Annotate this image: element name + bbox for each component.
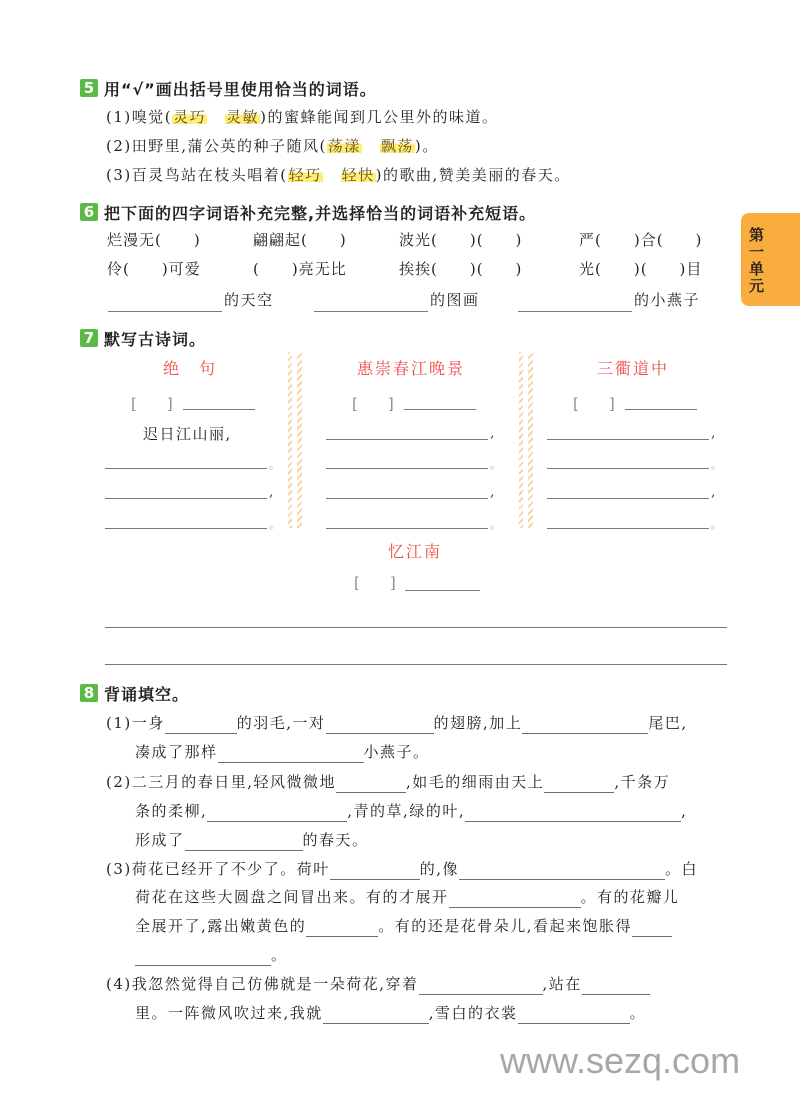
- q8-passage-2-line-2: [135, 800, 687, 822]
- punct: ,: [490, 484, 495, 500]
- punct: ,: [711, 425, 716, 441]
- poem-title-huichong: 惠崇春江晚景: [356, 359, 465, 378]
- q8-passage-1-line-2: [135, 741, 430, 763]
- punct: 。: [269, 518, 280, 531]
- question-title: 背诵填空。: [104, 684, 190, 704]
- text: ,: [681, 802, 688, 820]
- fill-blank[interactable]: [323, 1006, 429, 1024]
- text: (4)我忽然觉得自己仿佛就是一朵荷花,穿着: [106, 975, 419, 993]
- idiom-blank[interactable]: 波光( )( ): [399, 231, 523, 249]
- fill-blank[interactable]: [326, 716, 434, 734]
- question-7-heading: [80, 327, 206, 349]
- author-blank[interactable]: [183, 409, 255, 410]
- punct: ,: [269, 484, 274, 500]
- text: 形成了: [135, 831, 185, 849]
- poem-line-blank[interactable]: [326, 468, 488, 469]
- poem-line-blank[interactable]: [547, 468, 709, 469]
- poem-line-blank[interactable]: [547, 528, 709, 529]
- q8-passage-3-line-3: [135, 915, 672, 937]
- q8-passage-3-line-1: [106, 858, 698, 880]
- text: 的羽毛,一对: [236, 714, 326, 732]
- column-divider: [519, 352, 533, 528]
- text: 的翅膀,加上: [433, 714, 523, 732]
- author-dynasty-bracket[interactable]: [ ]: [131, 395, 173, 413]
- text: 的春天。: [302, 831, 369, 849]
- poem-line-blank[interactable]: [326, 498, 488, 499]
- phrase-blank-3[interactable]: [518, 311, 632, 312]
- text: 全展开了,露出嫩黄色的: [135, 917, 307, 935]
- column-divider: [288, 352, 302, 528]
- question-8-heading: [80, 682, 189, 704]
- q5-item-1: [106, 106, 499, 128]
- phrase-suffix-1: 的天空: [224, 291, 274, 309]
- fill-blank[interactable]: [459, 862, 665, 880]
- text: ,千条万: [614, 773, 671, 791]
- fill-blank[interactable]: [465, 804, 681, 822]
- fill-blank[interactable]: [336, 775, 406, 793]
- text: (1)一身: [106, 714, 165, 732]
- poem-line-blank[interactable]: [105, 498, 267, 499]
- fill-blank[interactable]: [330, 862, 420, 880]
- text: 荷花在这些大圆盘之间冒出来。有的才展开: [135, 888, 449, 906]
- item-suffix: )的歌曲,赞美美丽的春天。: [375, 166, 571, 184]
- idiom-blank[interactable]: 翩翩起( ): [253, 231, 347, 249]
- option-lingqiao[interactable]: 灵巧: [173, 108, 207, 126]
- idiom-blank[interactable]: 伶( )可爱: [107, 260, 201, 278]
- item-suffix: )。: [414, 137, 439, 155]
- punct: 。: [711, 458, 722, 471]
- text: 。: [271, 946, 288, 964]
- fill-blank[interactable]: [207, 804, 347, 822]
- punct: 。: [269, 458, 280, 471]
- author-blank[interactable]: [404, 409, 476, 410]
- fill-blank[interactable]: [165, 716, 237, 734]
- text: ,站在: [542, 975, 582, 993]
- author-dynasty-bracket[interactable]: [ ]: [573, 395, 615, 413]
- item-suffix: )的蜜蜂能闻到几公里外的味道。: [260, 108, 499, 126]
- question-number-badge: 8: [80, 684, 98, 702]
- option-piaodang[interactable]: 飘荡: [380, 137, 414, 155]
- q8-passage-1-line-1: [106, 712, 688, 734]
- text: 里。一阵微风吹过来,我就: [135, 1004, 323, 1022]
- fill-blank[interactable]: [306, 919, 378, 937]
- author-dynasty-bracket[interactable]: [ ]: [352, 395, 394, 413]
- text: 尾巴,: [648, 714, 688, 732]
- author-dynasty-bracket[interactable]: [ ]: [354, 574, 396, 592]
- poem-line-blank[interactable]: [326, 528, 488, 529]
- question-number-badge: 6: [80, 203, 98, 221]
- item-prefix: (1)嗅觉(: [106, 108, 173, 126]
- poem-line-blank[interactable]: [105, 528, 267, 529]
- unit-side-tab: [741, 213, 800, 306]
- phrase-blank-1[interactable]: [108, 311, 222, 312]
- text: ,青的草,绿的叶,: [347, 802, 466, 820]
- question-title: 默写古诗词。: [104, 329, 207, 349]
- poem-title-jueju: 绝 句: [162, 359, 217, 378]
- punct: ,: [490, 425, 495, 441]
- watermark-url: www.sezq.com: [500, 1040, 741, 1081]
- option-qingqiao[interactable]: 轻巧: [288, 166, 322, 184]
- punct: 。: [490, 518, 501, 531]
- poem-title-sanqu: 三衢道中: [596, 359, 669, 378]
- fill-blank[interactable]: [449, 890, 581, 908]
- poem-line-blank[interactable]: [547, 439, 709, 440]
- fill-blank[interactable]: [632, 919, 672, 937]
- text: ,如毛的细雨由天上: [406, 773, 545, 791]
- idiom-blank[interactable]: 严( )合( ): [579, 231, 703, 249]
- question-5-heading: [80, 77, 377, 99]
- q8-passage-4-line-1: [106, 973, 650, 995]
- text: 凑成了那样: [135, 743, 218, 761]
- text: 。白: [665, 860, 699, 878]
- text: 条的柔柳,: [135, 802, 208, 820]
- poem-line-blank[interactable]: [105, 468, 267, 469]
- fill-blank[interactable]: [135, 948, 271, 966]
- idiom-blank[interactable]: 挨挨( )( ): [399, 260, 523, 278]
- fill-blank[interactable]: [582, 977, 650, 995]
- text: 。: [629, 1004, 647, 1022]
- fill-blank[interactable]: [522, 716, 648, 734]
- option-qingkuai[interactable]: 轻快: [341, 166, 375, 184]
- q8-passage-3-line-2: [135, 886, 680, 908]
- q5-item-2: [106, 135, 439, 157]
- text: 的,像: [419, 860, 460, 878]
- author-blank[interactable]: [405, 590, 480, 591]
- q8-passage-4-line-2: [135, 1002, 646, 1024]
- text: 。有的还是花骨朵儿,看起来饱胀得: [378, 917, 633, 935]
- unit-tab-label: 第一单元: [749, 226, 765, 295]
- poem-title-yijiangnan: 忆江南: [387, 542, 442, 561]
- text: 。有的花瓣儿: [580, 888, 680, 906]
- poem-line-blank-full[interactable]: [105, 664, 727, 665]
- question-number-badge: 7: [80, 329, 98, 347]
- poem-line-blank[interactable]: [326, 439, 488, 440]
- question-number-badge: 5: [80, 79, 98, 97]
- option-lingmin[interactable]: 灵敏: [226, 108, 260, 126]
- idiom-blank[interactable]: 烂漫无( ): [107, 231, 201, 249]
- fill-blank[interactable]: [544, 775, 614, 793]
- poem-given-line: 迟日江山丽,: [143, 425, 232, 443]
- fill-blank[interactable]: [518, 1006, 630, 1024]
- punct: 。: [711, 518, 722, 531]
- phrase-suffix-2: 的图画: [430, 291, 480, 309]
- q8-passage-3-line-4: [135, 944, 288, 966]
- option-dangyang[interactable]: 荡漾: [327, 137, 361, 155]
- idiom-blank[interactable]: ( )亮无比: [253, 260, 347, 278]
- text: (2)二三月的春日里,轻风微微地: [106, 773, 337, 791]
- q5-item-3: [106, 164, 571, 186]
- phrase-blank-2[interactable]: [314, 311, 428, 312]
- q8-passage-2-line-1: [106, 771, 670, 793]
- question-title: 用“√”画出括号里使用恰当的词语。: [104, 79, 377, 99]
- fill-blank[interactable]: [185, 833, 303, 851]
- text: (3)荷花已经开了不少了。荷叶: [106, 860, 330, 878]
- item-prefix: (3)百灵鸟站在枝头唱着(: [106, 166, 288, 184]
- poem-line-blank[interactable]: [547, 498, 709, 499]
- text: 小燕子。: [363, 743, 430, 761]
- question-6-heading: [80, 201, 536, 223]
- text: ,雪白的衣裳: [428, 1004, 518, 1022]
- author-blank[interactable]: [625, 409, 697, 410]
- fill-blank[interactable]: [218, 745, 364, 763]
- item-prefix: (2)田野里,蒲公英的种子随风(: [106, 137, 327, 155]
- punct: ,: [711, 484, 716, 500]
- phrase-suffix-3: 的小燕子: [634, 291, 701, 309]
- question-title: 把下面的四字词语补充完整,并选择恰当的词语补充短语。: [104, 203, 537, 223]
- fill-blank[interactable]: [419, 977, 543, 995]
- q8-passage-2-line-3: [135, 829, 369, 851]
- poem-line-blank-full[interactable]: [105, 627, 727, 628]
- idiom-blank[interactable]: 光( )( )目: [579, 260, 703, 278]
- punct: 。: [490, 458, 501, 471]
